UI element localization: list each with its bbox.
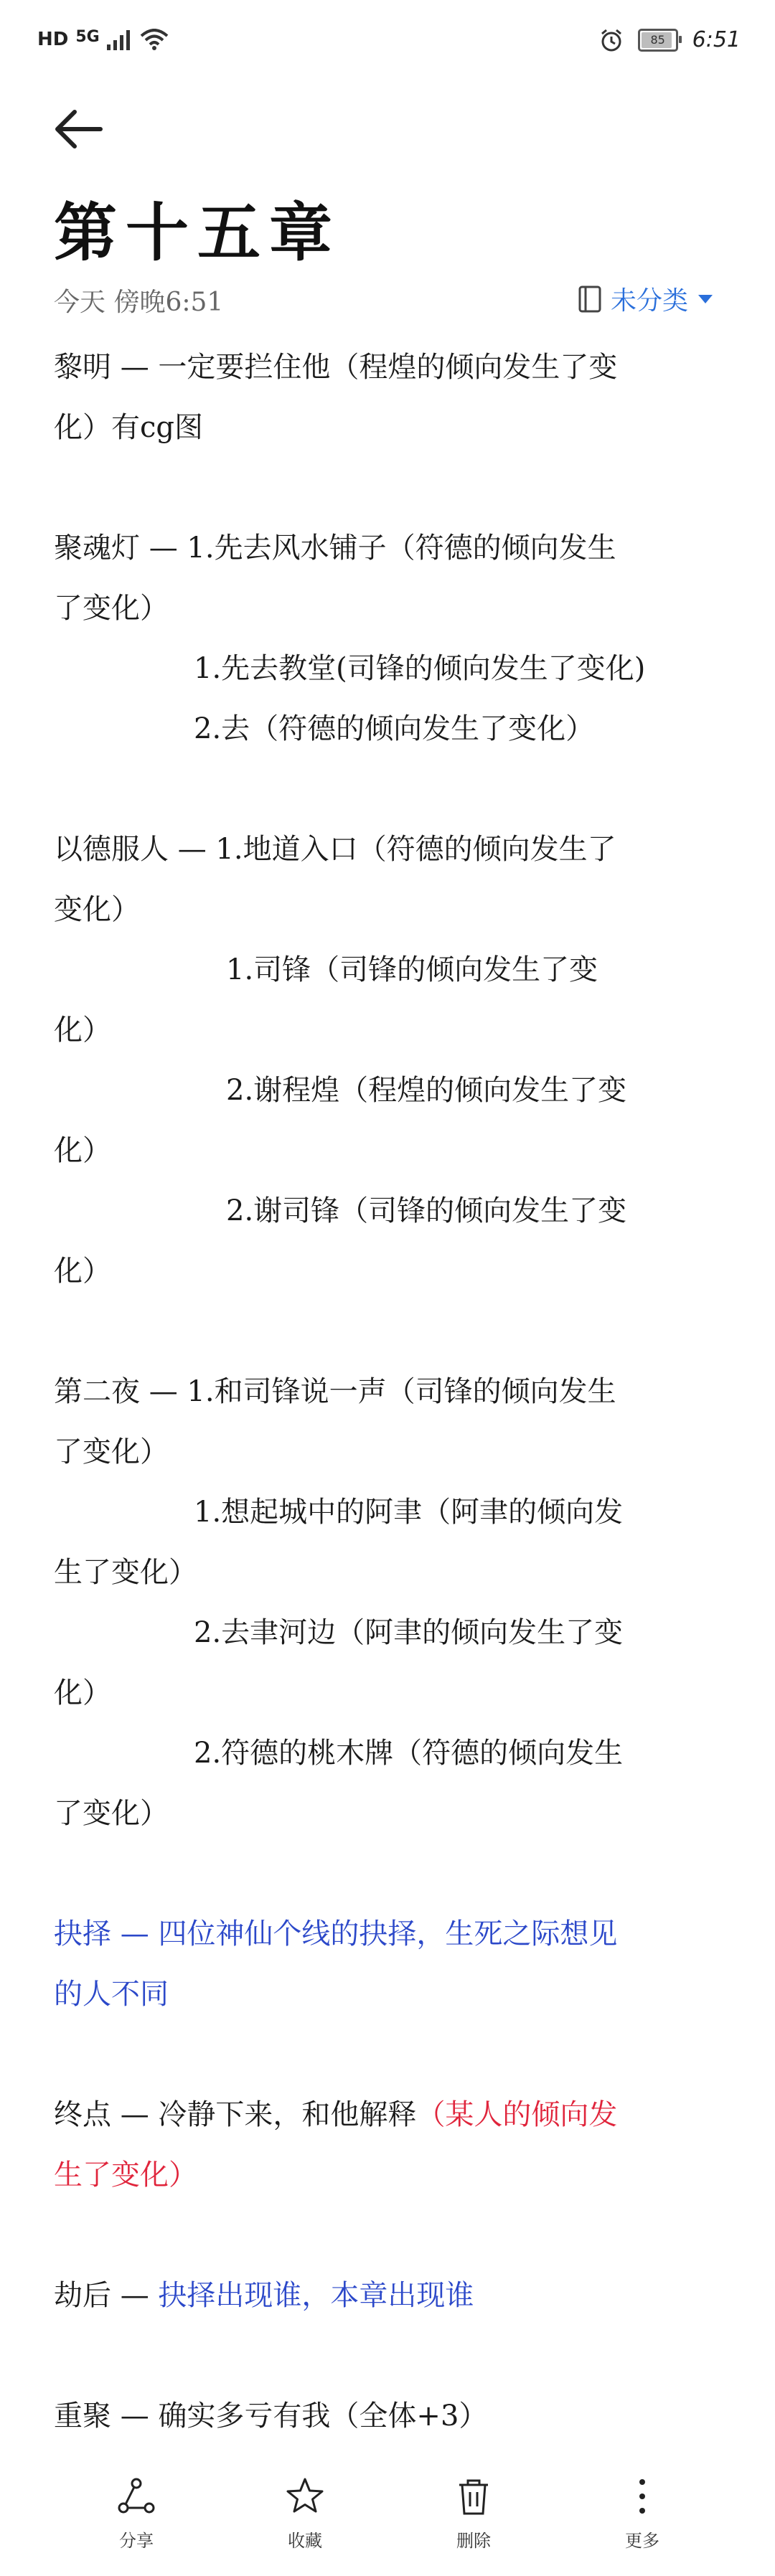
text-line: 了变化） bbox=[54, 592, 169, 625]
note-body[interactable] bbox=[54, 337, 736, 2446]
text-segment: 抉择 — bbox=[54, 1917, 159, 1950]
text-line: 变化） bbox=[54, 893, 140, 926]
text-line: 化）有cg图 bbox=[54, 411, 204, 444]
blank-line bbox=[54, 759, 736, 819]
category-selector[interactable] bbox=[578, 280, 714, 317]
status-bar bbox=[0, 0, 775, 79]
signal-icon bbox=[107, 29, 133, 50]
blank-line bbox=[54, 458, 736, 518]
star-icon bbox=[283, 2475, 327, 2518]
text-line: 2.符德的桃木牌（符德的倾向发生 bbox=[194, 1737, 624, 1770]
bottom-toolbar bbox=[0, 2461, 775, 2576]
more-label: 更多 bbox=[625, 2531, 659, 2551]
status-right bbox=[599, 27, 741, 52]
blank-line bbox=[54, 2326, 736, 2386]
text-line: 1.想起城中的阿聿（阿聿的倾向发 bbox=[194, 1496, 624, 1529]
blank-line bbox=[54, 2205, 736, 2265]
trash-icon bbox=[452, 2475, 495, 2518]
text-line: 1.司锋（司锋的倾向发生了变 bbox=[226, 953, 598, 986]
text-segment: 终点 — 冷静下来，和他解释 bbox=[54, 2098, 417, 2131]
share-icon bbox=[115, 2475, 158, 2518]
caret-down-icon bbox=[697, 293, 714, 305]
text-line: 的人不同 bbox=[54, 1978, 169, 2011]
hd-indicator: HD bbox=[37, 29, 69, 50]
text-line: 化） bbox=[54, 1014, 111, 1047]
delete-label: 删除 bbox=[456, 2531, 491, 2551]
note-meta bbox=[54, 276, 728, 319]
text-line: 2.去聿河边（阿聿的倾向发生了变 bbox=[194, 1616, 624, 1649]
wifi-icon bbox=[140, 29, 169, 50]
share-button[interactable] bbox=[79, 2475, 194, 2552]
blank-line bbox=[54, 1301, 736, 1362]
note-title[interactable]: 第十五章 bbox=[54, 195, 342, 270]
more-vertical-icon bbox=[621, 2475, 664, 2518]
network-gen-indicator: 5G bbox=[75, 27, 100, 46]
text-line: 重聚 — 确实多亏有我（全体+3） bbox=[54, 2400, 488, 2433]
text-line: 化） bbox=[54, 1676, 111, 1709]
blank-line bbox=[54, 2024, 736, 2085]
text-line: 化） bbox=[54, 1134, 111, 1167]
blank-line bbox=[54, 1844, 736, 1904]
text-line: 2.去（符德的倾向发生了变化） bbox=[194, 712, 595, 745]
text-line: 化） bbox=[54, 1255, 111, 1288]
share-label: 分享 bbox=[119, 2531, 154, 2551]
favorite-button[interactable] bbox=[248, 2475, 362, 2552]
text-line: 生了变化） bbox=[54, 1556, 197, 1589]
text-line bbox=[54, 2265, 736, 2326]
text-line: 黎明 — 一定要拦住他（程煌的倾向发生了变 bbox=[54, 351, 618, 384]
text-line: 2.谢程煌（程煌的倾向发生了变 bbox=[226, 1074, 627, 1107]
more-button[interactable] bbox=[585, 2475, 700, 2552]
text-line: 聚魂灯 — 1.先去风水铺子（符德的倾向发生 bbox=[54, 532, 616, 565]
status-time: 6:51 bbox=[692, 27, 741, 52]
battery-level: 85 bbox=[650, 33, 665, 47]
text-line: 以德服人 — 1.地道入口（符德的倾向发生了 bbox=[54, 833, 616, 866]
delete-button[interactable] bbox=[416, 2475, 531, 2552]
alarm-icon bbox=[599, 28, 624, 52]
text-line: 了变化） bbox=[54, 1797, 169, 1830]
text-line bbox=[54, 2085, 736, 2145]
status-left bbox=[37, 29, 169, 50]
text-line: 生了变化） bbox=[54, 2159, 197, 2192]
favorite-label: 收藏 bbox=[288, 2531, 322, 2551]
text-line: 第二夜 — 1.和司锋说一声（司锋的倾向发生 bbox=[54, 1375, 616, 1408]
back-button[interactable] bbox=[50, 100, 108, 158]
back-arrow-icon bbox=[50, 100, 108, 158]
text-line bbox=[54, 1904, 736, 1964]
note-date: 今天 傍晚6:51 bbox=[54, 288, 224, 317]
text-segment-highlight: 四位神仙个线的抉择，生死之际想见 bbox=[158, 1917, 618, 1950]
text-line: 1.先去教堂(司锋的倾向发生了变化) bbox=[194, 652, 646, 685]
text-segment-highlight: 抉择出现谁，本章出现谁 bbox=[158, 2279, 474, 2312]
text-line: 了变化） bbox=[54, 1435, 169, 1468]
text-line: 2.谢司锋（司锋的倾向发生了变 bbox=[226, 1194, 627, 1227]
battery-icon bbox=[638, 29, 678, 52]
category-label: 未分类 bbox=[610, 286, 688, 316]
text-segment: 劫后 — bbox=[54, 2279, 159, 2312]
notebook-icon bbox=[578, 285, 602, 313]
text-segment-highlight: （某人的倾向发 bbox=[416, 2098, 618, 2131]
